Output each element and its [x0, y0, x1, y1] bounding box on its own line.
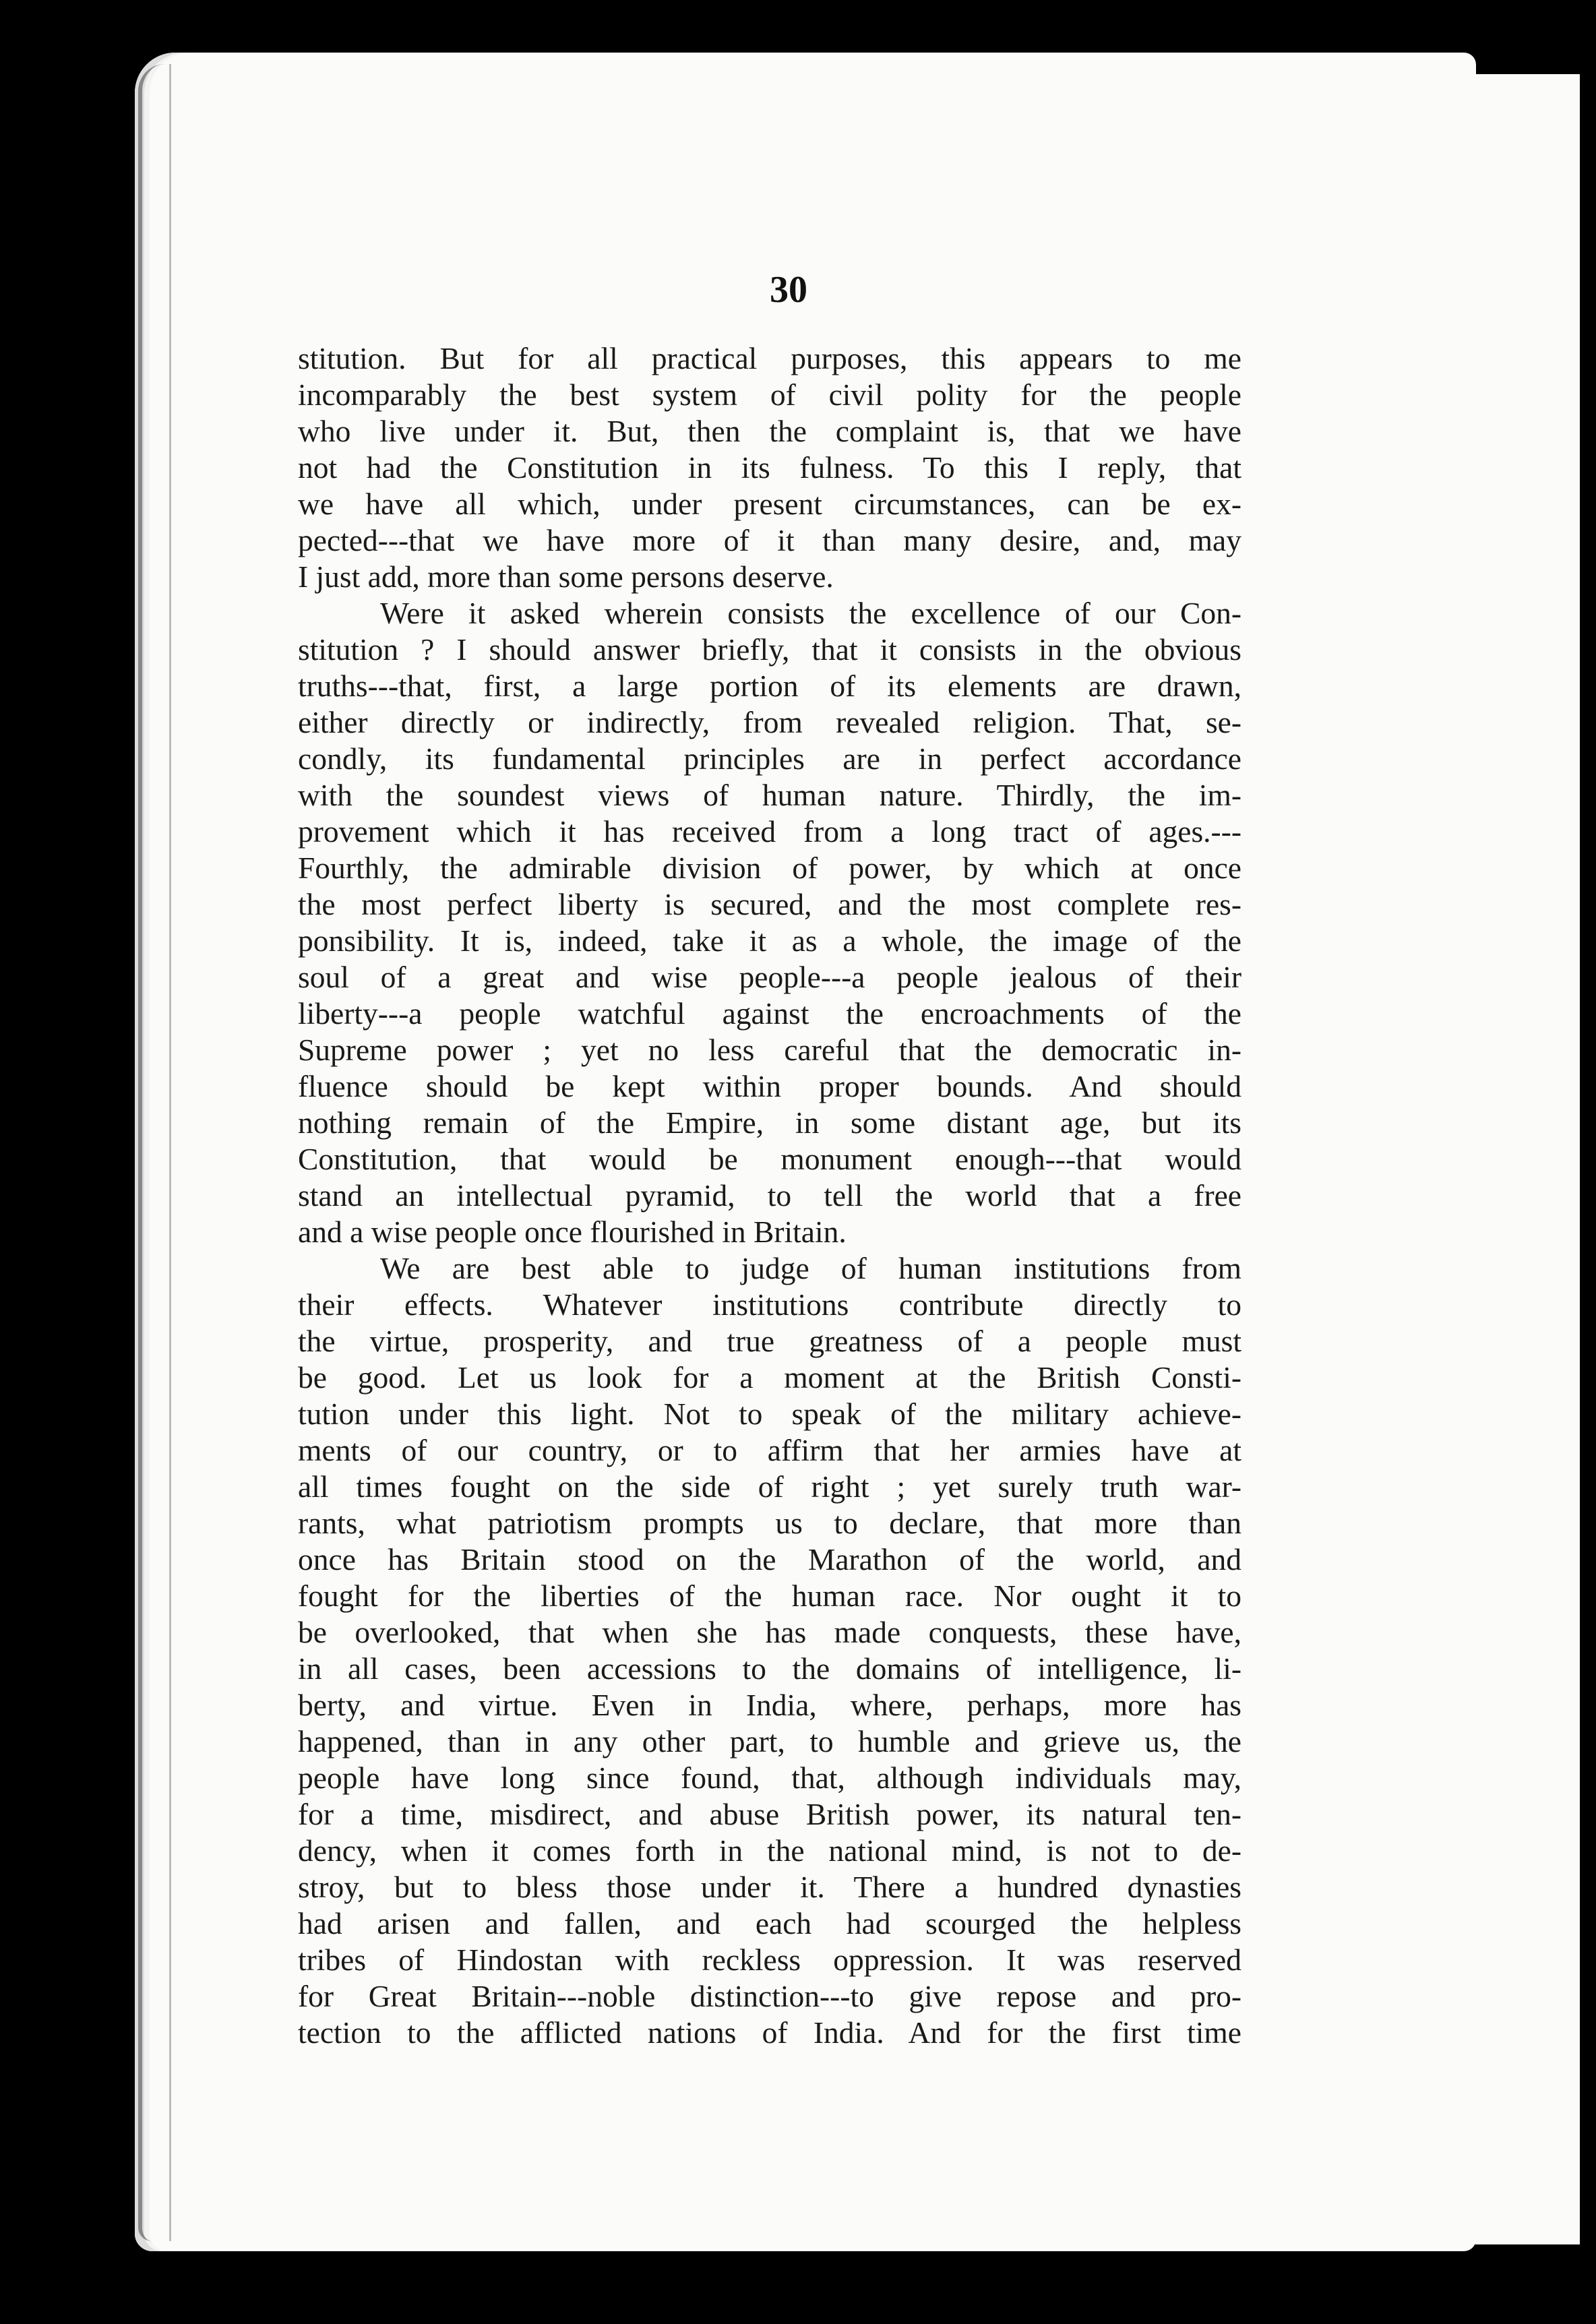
page-number: 30: [770, 269, 807, 311]
text-line: with the soundest views of human nature. Thirdly, the im-: [298, 778, 1241, 812]
text-line: had arisen and fallen, and each had scourged the helpless: [298, 1906, 1241, 1940]
text-line: liberty---a people watchful against the encroachments of the: [298, 996, 1241, 1031]
text-line: and a wise people once flourished in Britain.: [298, 1215, 847, 1249]
text-line: provement which it has received from a long tract of ages.---: [298, 814, 1241, 849]
text-line: who live under it. But, then the complaint is, that we have: [298, 414, 1241, 448]
text-line: nothing remain of the Empire, in some distant age, but its: [298, 1105, 1241, 1140]
text-line: stroy, but to bless those under it. There a hundred dynasties: [298, 1870, 1241, 1904]
text-line: for Great Britain---noble distinction---to give repose and pro-: [298, 1979, 1241, 2013]
text-line: ponsibility. It is, indeed, take it as a whole, the image of the: [298, 923, 1241, 958]
text-line: Fourthly, the admirable division of power, by which at once: [298, 851, 1241, 885]
text-line: I just add, more than some persons deserve.: [298, 559, 834, 594]
text-line: ments of our country, or to affirm that her armies have at: [298, 1433, 1241, 1467]
text-line: pected---that we have more of it than many desire, and, may: [298, 523, 1241, 557]
text-line: all times fought on the side of right ; yet surely truth war-: [298, 1469, 1241, 1504]
text-line: stitution ? I should answer briefly, that it consists in the obvious: [298, 632, 1241, 667]
text-line: tribes of Hindostan with reckless oppression. It was reserved: [298, 1943, 1241, 1977]
text-line: Constitution, that would be monument enough---that would: [298, 1142, 1241, 1176]
text-line: happened, than in any other part, to humble and grieve us, the: [298, 1724, 1241, 1759]
text-line: berty, and virtue. Even in India, where, perhaps, more has: [298, 1688, 1241, 1722]
text-line: the virtue, prosperity, and true greatness of a people must: [298, 1324, 1241, 1358]
text-line: truths---that, first, a large portion of its elements are drawn,: [298, 669, 1241, 703]
text-line: Were it asked wherein consists the excellence of our Con-: [380, 596, 1241, 630]
text-line: We are best able to judge of human institutions from: [380, 1251, 1241, 1285]
page-stack-edge: [138, 64, 171, 2241]
text-line: incomparably the best system of civil polity for the people: [298, 377, 1241, 412]
text-line: be overlooked, that when she has made conquests, these have,: [298, 1615, 1241, 1649]
text-line: stitution. But for all practical purposes, this appears to me: [298, 341, 1241, 375]
text-line: we have all which, under present circumstances, can be ex-: [298, 487, 1241, 521]
text-line: once has Britain stood on the Marathon of the world, and: [298, 1542, 1241, 1577]
text-line: condly, its fundamental principles are in perfect accordance: [298, 741, 1241, 776]
text-line: in all cases, been accessions to the domains of intelligence, li-: [298, 1651, 1241, 1686]
text-line: tection to the afflicted nations of India. And for the first time: [298, 2015, 1241, 2050]
text-line: Supreme power ; yet no less careful that the democratic in-: [298, 1033, 1241, 1067]
text-line: not had the Constitution in its fulness. To this I reply, that: [298, 450, 1241, 485]
text-line: either directly or indirectly, from revealed religion. That, se-: [298, 705, 1241, 739]
text-line: fluence should be kept within proper bounds. And should: [298, 1069, 1241, 1103]
text-line: dency, when it comes forth in the national mind, is not to de-: [298, 1833, 1241, 1868]
text-line: their effects. Whatever institutions contribute directly to: [298, 1287, 1241, 1322]
text-line: people have long since found, that, although individuals may,: [298, 1761, 1241, 1795]
body-text: [298, 340, 1241, 2051]
text-line: tution under this light. Not to speak of the military achieve-: [298, 1397, 1241, 1431]
text-line: stand an intellectual pyramid, to tell the world that a free: [298, 1178, 1241, 1213]
text-line: rants, what patriotism prompts us to declare, that more than: [298, 1506, 1241, 1540]
text-line: the most perfect liberty is secured, and the most complete res-: [298, 887, 1241, 921]
text-line: be good. Let us look for a moment at the British Consti-: [298, 1360, 1241, 1395]
text-line: for a time, misdirect, and abuse British power, its natural ten-: [298, 1797, 1241, 1831]
text-line: soul of a great and wise people---a people jealous of their: [298, 960, 1241, 994]
text-line: fought for the liberties of the human race. Nor ought it to: [298, 1579, 1241, 1613]
